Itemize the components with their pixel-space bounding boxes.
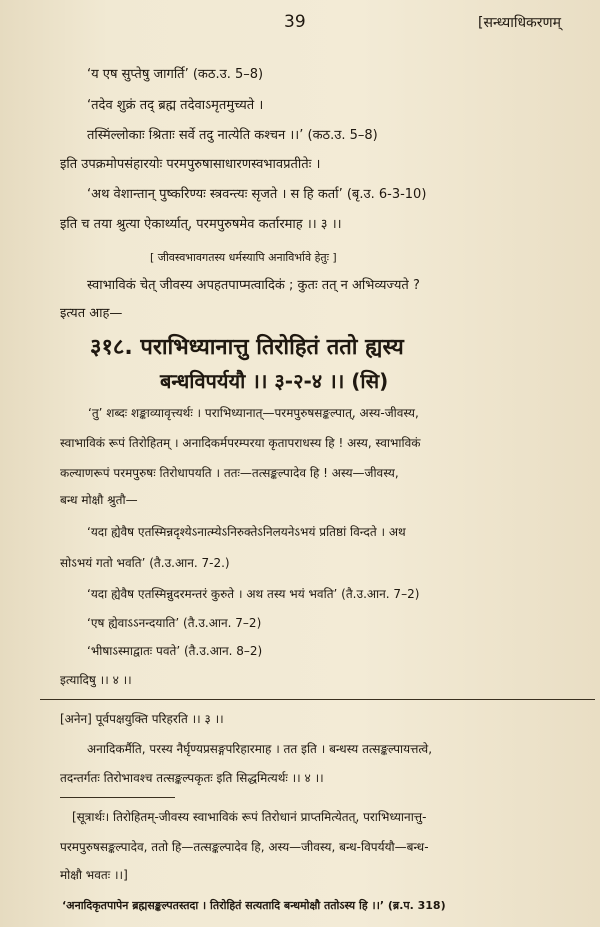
sutra-meaning-line: परमपुरुषसङ्कल्पादेव, ततो हि—तत्सङ्कल्पादेव हि, अस्य—जीवस्य, बन्ध-विपर्ययौ—बन्ध- bbox=[60, 840, 429, 854]
gloss-line: तदन्तर्गतः तिरोभावश्च तत्सङ्कल्पकृतः इति सिद्धमित्यर्थः ।। ४ ।। bbox=[60, 771, 324, 785]
gloss-line: अनादिकर्मैति, परस्य नैर्घृण्यप्रसङ्गपरिहारमाह । तत इति । बन्धस्य तत्सङ्कल्पायत्तत्वे, bbox=[87, 742, 433, 756]
commentary-line: बन्ध मोक्षौ श्रुतौ— bbox=[60, 493, 138, 507]
quote-katha-3: तस्मिंल्लोकाः श्रिताः सर्वे तदु नात्येति कश्चन ।।’ (कठ.उ. 5–8) bbox=[87, 128, 378, 143]
quote-taittiriya-4: ‘भीषाऽस्माद्वातः पवते’ (तै.उ.आन. 8–2) bbox=[87, 644, 263, 658]
footnote-verse: ‘अनादिकृतपापेन ब्रह्मसङ्कल्पतस्तदा । तिरोहितं सत्यतादि बन्धमोक्षौ ततोऽस्य हि ।।’ (ब्र.प. 318) bbox=[62, 899, 446, 912]
gloss-line: [अनेन] पूर्वपक्षयुक्ति परिहरति ।। ३ ।। bbox=[60, 712, 224, 726]
section-heading: [ जीवस्वभावगतस्य धर्मस्यापि अनाविर्भावे हेतुः ] bbox=[150, 251, 337, 264]
text-line: इत्यत आह— bbox=[60, 306, 123, 321]
commentary-line: स्वाभाविकं रूपं तिरोहितम् । अनादिकर्मपरम्परया कृतापराधस्य हि ! अस्य, स्वाभाविकं bbox=[60, 436, 421, 450]
quote-brihadaranyaka: ‘अथ वेशान्तान् पुष्करिण्यः स्त्रवन्त्यः सृजते । स हि कर्ता’ (बृ.उ. 6-3-10) bbox=[87, 187, 427, 202]
divider bbox=[40, 699, 595, 700]
quote-taittiriya-3: ‘एष ह्येवाऽऽनन्दयाति’ (तै.उ.आन. 7–2) bbox=[87, 616, 262, 630]
quote-taittiriya-2: ‘यदा ह्येवैष एतस्मिन्नुदरमन्तरं कुरुते । अथ तस्य भयं भवति’ (तै.उ.आन. 7–2) bbox=[87, 587, 420, 601]
text-line: इति उपक्रमोपसंहारयोः परमपुरुषासाधारणस्वभावप्रतीतेः । bbox=[60, 157, 321, 172]
sutra-318-line-2: बन्धविपर्ययौ ।। ३-२-४ ।। (सि) bbox=[160, 369, 389, 393]
text-line: इत्यादिषु ।। ४ ।। bbox=[60, 673, 132, 687]
page-number: 39 bbox=[284, 12, 306, 32]
commentary-line: ‘तु’ शब्दः शङ्काव्यावृत्त्यर्थः । पराभिध्यानात्—परमपुरुषसङ्कल्पात्, अस्य-जीवस्य, bbox=[88, 406, 419, 420]
quote-taittiriya-1-cont: सोऽभयं गतो भवति’ (तै.उ.आन. 7-2.) bbox=[60, 556, 230, 570]
text-line: स्वाभाविकं चेत् जीवस्य अपहतपाप्मत्वादिकं ; कुतः तत् न अभिव्यज्यते ? bbox=[87, 278, 420, 293]
quote-katha-2: ‘तदेव शुक्रं तद् ब्रह्म तदेवाऽमृतमुच्यते । bbox=[87, 98, 264, 113]
divider-short bbox=[60, 797, 175, 798]
quote-katha-1: ‘य एष सुप्तेषु जागर्ति’ (कठ.उ. 5–8) bbox=[87, 67, 264, 82]
commentary-line: कल्याणरूपं परमपुरुषः तिरोधापयति । ततः—तत्सङ्कल्पादेव हि ! अस्य—जीवस्य, bbox=[60, 466, 399, 480]
sutra-meaning-line: [सूत्रार्थः। तिरोहितम्-जीवस्य स्वाभाविकं रूपं तिरोधानं प्राप्तमित्येतत्, पराभिध्यानात्तु- bbox=[72, 810, 427, 824]
running-header: [सन्ध्याधिकरणम् bbox=[478, 15, 562, 31]
sutra-318-line-1: ३१८. पराभिध्यानात्तु तिरोहितं ततो ह्यस्य bbox=[90, 335, 404, 360]
quote-taittiriya-1: ‘यदा ह्येवैष एतस्मिन्नदृश्येऽनात्म्येऽनिरुक्तेऽनिलयनेऽभयं प्रतिष्ठां विन्दते । अथ bbox=[87, 525, 406, 539]
sutra-meaning-line: मोक्षौ भवतः ।।] bbox=[60, 868, 128, 882]
text-line: इति च तया श्रुत्या ऐकार्थ्यात्, परमपुरुषमेव कर्तारमाह ।। ३ ।। bbox=[60, 217, 342, 232]
